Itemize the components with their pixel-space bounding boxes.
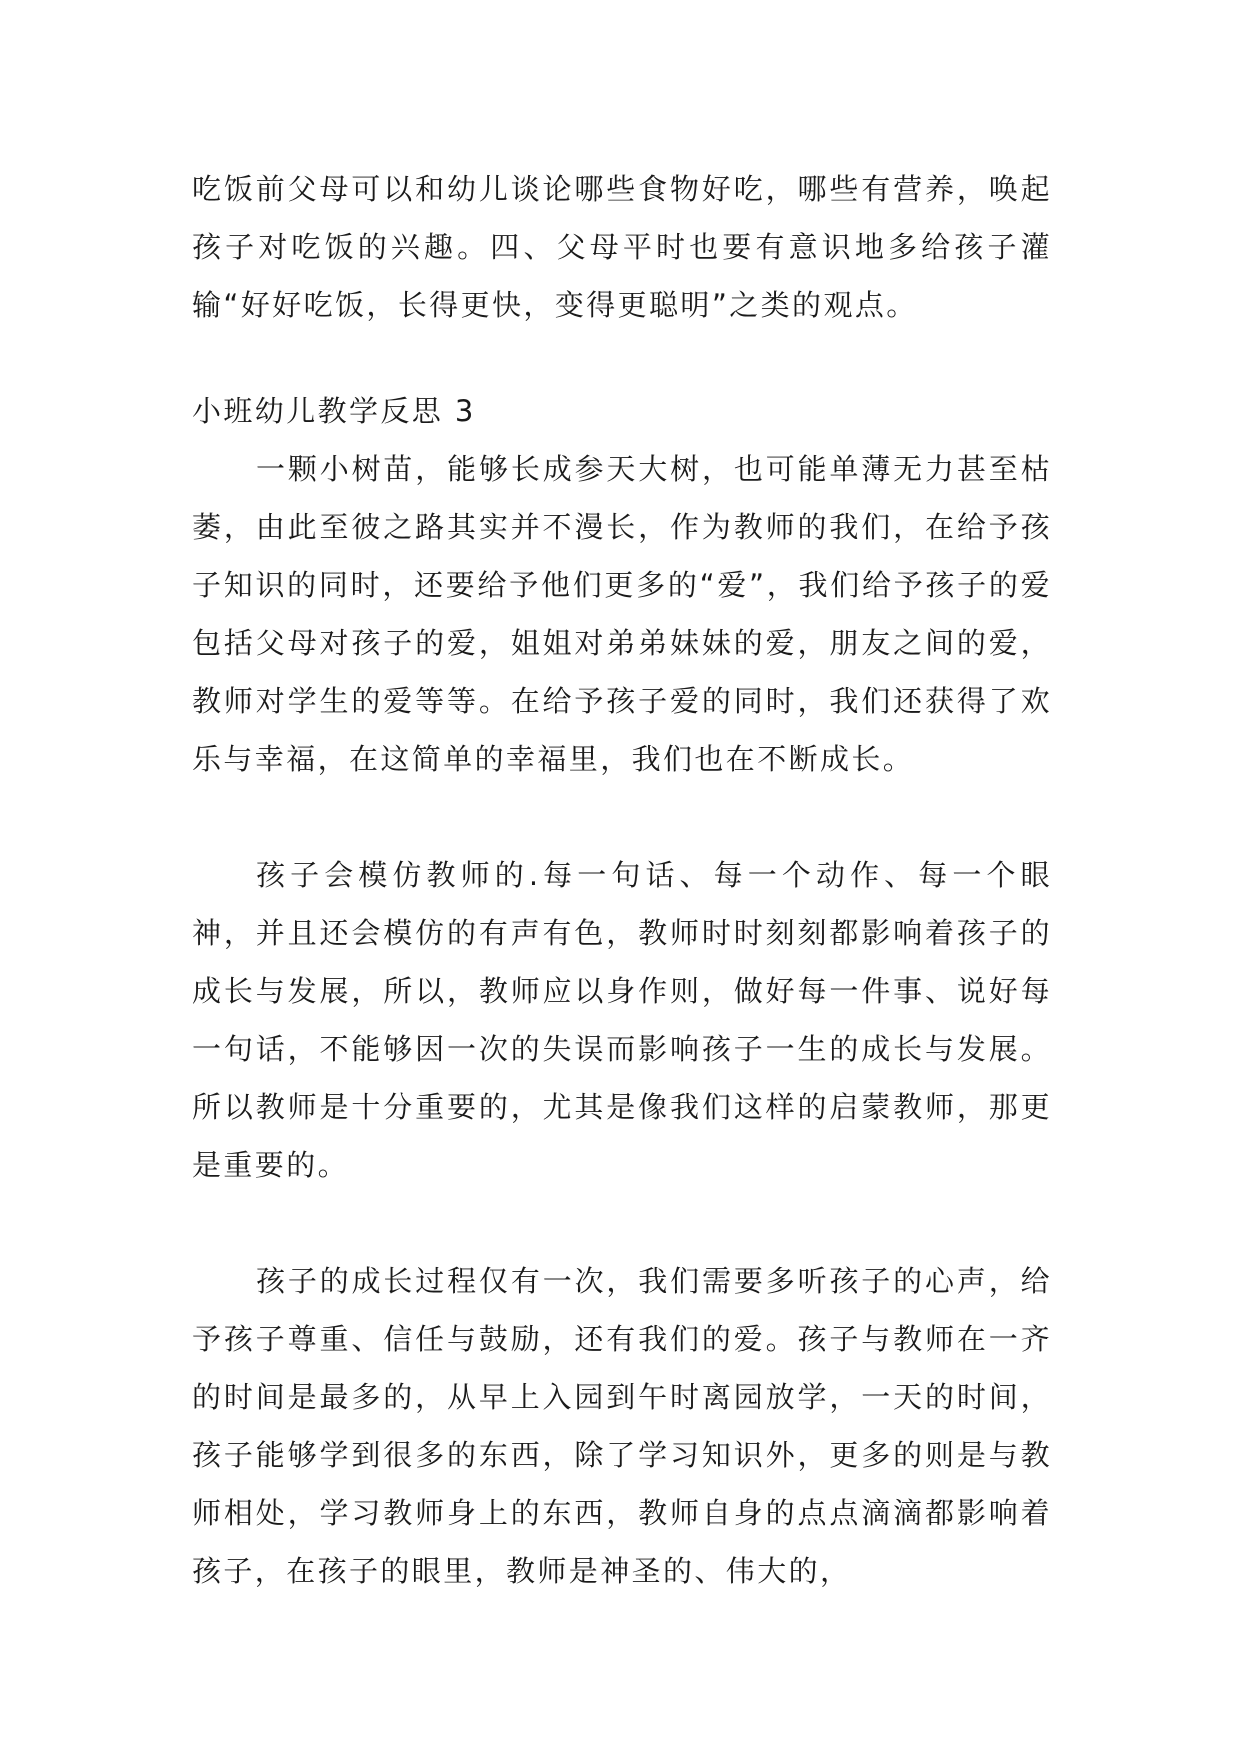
- paragraph-eating-tips: 吃饭前父母可以和幼儿谈论哪些食物好吃，哪些有营养，唤起孩子对吃饭的兴趣。四、父母平时也要有意识地多给孩子灌输“好好吃饭，长得更快，变得更聪明”之类的观点。: [192, 172, 1052, 322]
- paragraph-growth-process: 孩子的成长过程仅有一次，我们需要多听孩子的心声，给予孩子尊重、信任与鼓励，还有我们的爱。孩子与教师在一齐的时间是最多的，从早上入园到午时离园放学，一天的时间，孩子能够学到很多的东西，除了学习知识外，更多的则是与教师相处，学习教师身上的东西，教师自身的点点滴滴都影响着孩子，在孩子的眼里，教师是神圣的、伟大的，: [192, 1264, 1052, 1588]
- section-spacer: [192, 334, 1052, 382]
- section-title: 小班幼儿教学反思 3: [192, 394, 476, 428]
- paragraph-teacher-example: 孩子会模仿教师的.每一句话、每一个动作、每一个眼神，并且还会模仿的有声有色，教师时时刻刻都影响着孩子的成长与发展，所以，教师应以身作则，做好每一件事、说好每一句话，不能够因一次的失误而影响孩子一生的成长与发展。所以教师是十分重要的，尤其是像我们这样的启蒙教师，那更是重要的。: [192, 858, 1052, 1182]
- paragraph-sapling-love: 一颗小树苗，能够长成参天大树，也可能单薄无力甚至枯萎，由此至彼之路其实并不漫长，作为教师的我们，在给予孩子知识的同时，还要给予他们更多的“爱”，我们给予孩子的爱包括父母对孩子的爱，姐姐对弟弟妹妹的爱，朋友之间的爱，教师对学生的爱等等。在给予孩子爱的同时，我们还获得了欢乐与幸福，在这简单的幸福里，我们也在不断成长。: [192, 452, 1052, 776]
- document-body: [192, 160, 1052, 1600]
